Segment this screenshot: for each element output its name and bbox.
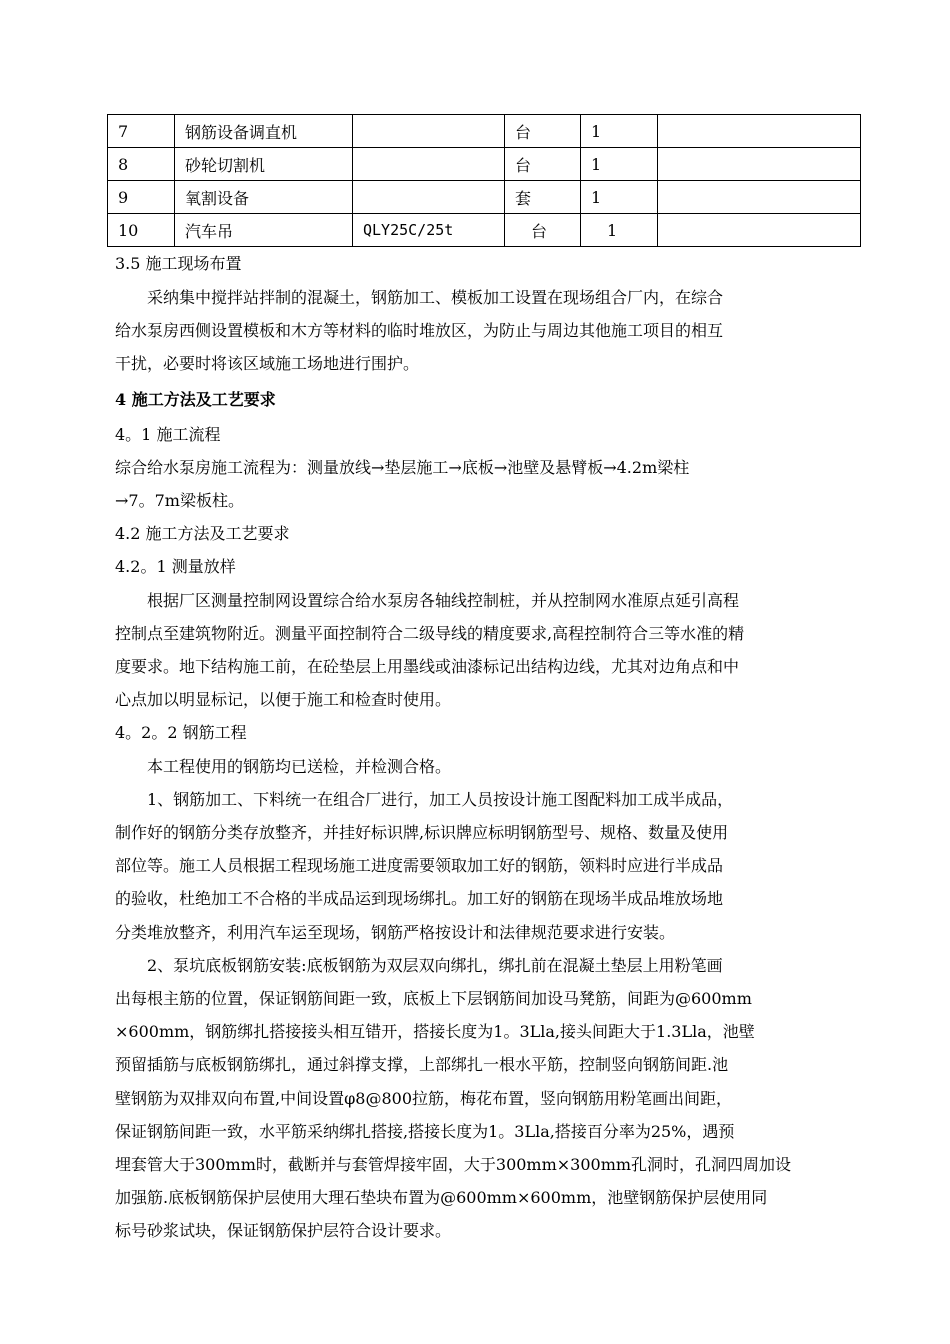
table-row bbox=[108, 181, 861, 214]
paragraph-line: 制作好的钢筋分类存放整齐，并挂好标识牌,标识牌应标明钢筋型号、规格、数量及使用 bbox=[115, 823, 729, 842]
cell-no: 9 bbox=[108, 181, 175, 214]
paragraph-line: 采纳集中搅拌站拌制的混凝土，钢筋加工、模板加工设置在现场组合厂内，在综合 bbox=[115, 288, 724, 307]
paragraph-line: 2、泵坑底板钢筋安装:底板钢筋为双层双向绑扎，绑扎前在混凝土垫层上用粉笔画 bbox=[115, 956, 723, 975]
paragraph-line: 度要求。地下结构施工前，在砼垫层上用墨线或油漆标记出结构边线，尤其对边角点和中 bbox=[115, 657, 740, 676]
cell-qty: 1 bbox=[581, 214, 658, 247]
paragraph-line: 保证钢筋间距一致，水平筋采纳绑扎搭接,搭接长度为1。3Lla,搭接百分率为25%，遇预 bbox=[115, 1122, 735, 1141]
paragraph-line: 标号砂浆试块，保证钢筋保护层符合设计要求。 bbox=[115, 1221, 452, 1240]
cell-qty: 1 bbox=[581, 148, 658, 181]
paragraph-line: 部位等。施工人员根据工程现场施工进度需要领取加工好的钢筋，领料时应进行半成品 bbox=[115, 856, 724, 875]
cell-model bbox=[353, 115, 505, 148]
paragraph-line: 心点加以明显标记，以便于施工和检查时使用。 bbox=[115, 690, 452, 709]
cell-note bbox=[658, 181, 861, 214]
paragraph-line: 分类堆放整齐，利用汽车运至现场，钢筋严格按设计和法律规范要求进行安装。 bbox=[115, 923, 676, 942]
cell-no: 10 bbox=[108, 214, 175, 247]
subsection-heading-4-2-1: 4.2。1 测量放样 bbox=[115, 557, 236, 576]
cell-note bbox=[658, 214, 861, 247]
cell-model: QLY25C/25t bbox=[353, 214, 505, 247]
cell-unit: 台 bbox=[505, 148, 581, 181]
cell-name: 砂轮切割机 bbox=[175, 148, 353, 181]
cell-model bbox=[353, 148, 505, 181]
paragraph-line: 的验收，杜绝加工不合格的半成品运到现场绑扎。加工好的钢筋在现场半成品堆放场地 bbox=[115, 889, 724, 908]
paragraph-line: 本工程使用的钢筋均已送检，并检测合格。 bbox=[115, 757, 452, 776]
chapter-heading-4: 4 施工方法及工艺要求 bbox=[115, 390, 276, 409]
paragraph-line: 埋套管大于300mm时，截断并与套管焊接牢固，大于300mm×300mm孔洞时，孔洞四周加设 bbox=[115, 1155, 792, 1174]
paragraph-line: 壁钢筋为双排双向布置,中间设置φ8@800拉筋，梅花布置，竖向钢筋用粉笔画出间距， bbox=[115, 1089, 733, 1108]
cell-name: 氧割设备 bbox=[175, 181, 353, 214]
paragraph-line: 1、钢筋加工、下料统一在组合厂进行，加工人员按设计施工图配料加工成半成品， bbox=[115, 790, 734, 809]
table-row bbox=[108, 214, 861, 247]
cell-note bbox=[658, 115, 861, 148]
cell-name: 钢筋设备调直机 bbox=[175, 115, 353, 148]
cell-no: 8 bbox=[108, 148, 175, 181]
cell-qty: 1 bbox=[581, 115, 658, 148]
section-heading-3-5: 3.5 施工现场布置 bbox=[115, 254, 242, 273]
cell-unit: 台 bbox=[505, 115, 581, 148]
subsection-heading-4-2-2: 4。2。2 钢筋工程 bbox=[115, 723, 247, 742]
paragraph-line: 给水泵房西侧设置模板和木方等材料的临时堆放区，为防止与周边其他施工项目的相互 bbox=[115, 321, 724, 340]
paragraph-line: 控制点至建筑物附近。测量平面控制符合二级导线的精度要求,高程控制符合三等水准的精 bbox=[115, 624, 745, 643]
cell-unit: 套 bbox=[505, 181, 581, 214]
cell-unit: 台 bbox=[505, 214, 581, 247]
paragraph-line: 综合给水泵房施工流程为：测量放线→垫层施工→底板→池壁及悬臂板→4.2m梁柱 bbox=[115, 458, 690, 477]
paragraph-line: 根据厂区测量控制网设置综合给水泵房各轴线控制桩，并从控制网水准原点延引高程 bbox=[115, 591, 740, 610]
paragraph-line: ×600mm，钢筋绑扎搭接接头相互错开，搭接长度为1。3Lla,接头间距大于1.3Lla，池壁 bbox=[115, 1022, 755, 1041]
cell-note bbox=[658, 148, 861, 181]
equipment-table bbox=[107, 114, 861, 247]
paragraph-line: 加强筋.底板钢筋保护层使用大理石垫块布置为@600mm×600mm，池壁钢筋保护层使用同 bbox=[115, 1188, 768, 1207]
cell-model bbox=[353, 181, 505, 214]
table-row bbox=[108, 148, 861, 181]
cell-no: 7 bbox=[108, 115, 175, 148]
section-heading-4-1: 4。1 施工流程 bbox=[115, 425, 221, 444]
paragraph-line: 干扰，必要时将该区域施工场地进行围护。 bbox=[115, 354, 420, 373]
section-heading-4-2: 4.2 施工方法及工艺要求 bbox=[115, 524, 290, 543]
cell-qty: 1 bbox=[581, 181, 658, 214]
table-row bbox=[108, 115, 861, 148]
paragraph-line: 预留插筋与底板钢筋绑扎，通过斜撑支撑，上部绑扎一根水平筋，控制竖向钢筋间距.池 bbox=[115, 1055, 729, 1074]
cell-name: 汽车吊 bbox=[175, 214, 353, 247]
paragraph-line: →7。7m梁板柱。 bbox=[115, 491, 244, 510]
paragraph-line: 出每根主筋的位置，保证钢筋间距一致，底板上下层钢筋间加设马凳筋，间距为@600mm bbox=[115, 989, 752, 1008]
